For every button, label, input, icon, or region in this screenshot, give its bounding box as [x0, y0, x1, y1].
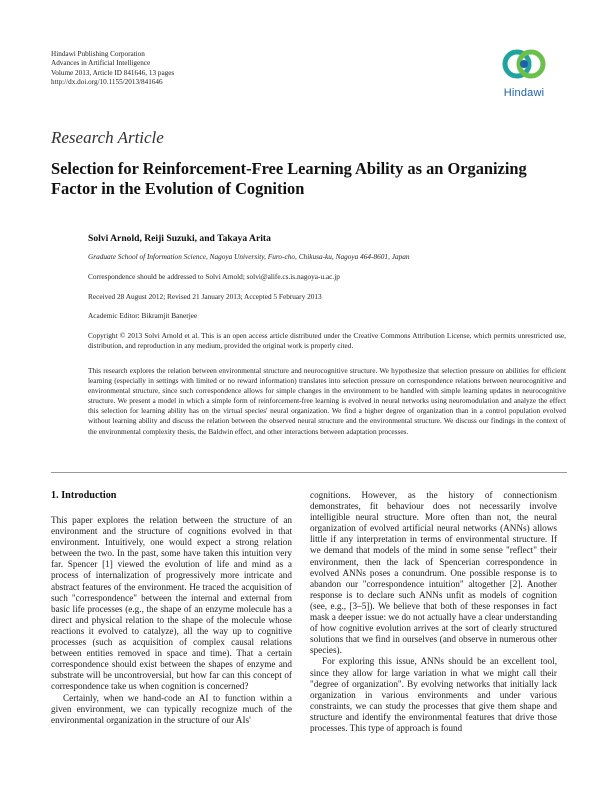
article-type: Research Article [51, 128, 164, 147]
affiliation: Graduate School of Information Science, Nagoya University, Furo-cho, Chikusa-ku, Nagoya 464-8601, Japan [88, 252, 410, 261]
abstract: This research explores the relation between environmental structure and neurocognitive structure. We hypothesize that selection pressure on abilities for efficient learning (especially in settings with limited or no reward information) translates into selection pressure on correspondence relations between neurocognitive and environmental structure, since such correspondence allows for simple changes in the environment to be handled with simple learning updates in neurocognitive structure. We present a model in which a simple form of reinforcement-free learning is evolved in neural networks using neuromodulation and analyze the effect this selection for learning ability has on the virtual species' neural organization. We find a higher degree of organization than in a control population evolved without learning ability and discuss the relation between the observed neural structure and the environmental structure. We discuss our findings in the context of the environmental complexity thesis, the Baldwin effect, and other interactions between adaptation processes. [88, 366, 566, 436]
article-title: Selection for Reinforcement-Free Learning Ability as an Organizing Factor in the Evolution of Cognition [51, 159, 527, 198]
hindawi-logo [494, 45, 554, 105]
copyright-notice: Copyright © 2013 Solvi Arnold et al. This is an open access article distributed under the Creative Commons Attribution License, which permits unrestricted use, distribution, and reproduction in any medium, provided the original work is properly cited. [88, 331, 566, 350]
academic-editor: Academic Editor: Bikramjit Banerjee [88, 311, 198, 320]
volume-line: Volume 2013, Article ID 841646, 13 pages [51, 68, 175, 77]
journal-name: Advances in Artificial Intelligence [51, 59, 151, 68]
paragraph: This paper explores the relation between the structure of an environment and the structure of cognitions evolved in that environment. Intuitively, one would expect a strong relation between the two. In the past, some have taken this intuition very far. Spencer [1] viewed the evolution of life and mind as a process of internalization of progressively more intricate and abstract features of the environment. He traced the acquisition of such "correspondence" between the internal and external from basic life processes (e.g., the shape of an enzyme molecule has a direct and physical relation to the shape of the molecule whose reactions it evolved to catalyze), all the way up to cognitive processes (such as acquisition of complex causal relations between entities removed in space and time). That a certain correspondence should exist between the shapes of enzyme and substrate will be uncontroversial, but how far can this concept of correspondence take us when cognition is concerned? [51, 515, 292, 692]
paragraph: Certainly, when we hand-code an AI to function within a given environment, we can typically recognize much of the environmental organization in the structure of our AIs' [51, 692, 292, 725]
doi-link[interactable]: http://dx.doi.org/10.1155/2013/841646 [51, 78, 163, 87]
hindawi-rings-icon [494, 45, 554, 87]
left-column [51, 515, 292, 726]
publication-dates: Received 28 August 2012; Revised 21 January 2013; Accepted 5 February 2013 [88, 292, 322, 301]
paragraph: For exploring this issue, ANNs should be an excellent tool, since they allow for large variation in what we might call their "degree of organization". By evolving networks that initially lack organization in various environments and under various constraints, we can study the processes that give them shape and structure and identify the environmental features that drive those processes. This type of approach is found [310, 656, 557, 733]
author-list: Solvi Arnold, Reiji Suzuki, and Takaya Arita [88, 233, 271, 244]
correspondence: Correspondence should be addressed to Solvi Arnold; solvi@alife.cs.is.nagoya-u.ac.jp [88, 272, 340, 281]
publisher-line: Hindawi Publishing Corporation [51, 50, 145, 58]
right-column [310, 490, 557, 734]
paragraph: cognitions. However, as the history of connectionism demonstrates, fit behaviour does not necessarily involve intelligible neural structure. More often than not, the neural organization of evolved artificial neural networks (ANNs) allows little if any interpretation in terms of environmental structure. If we demand that models of the mind in some sense "reflect" their environment, then the lack of Spencerian correspondence in evolved ANNs poses a conundrum. One possible response is to abandon our "correspondence intuition" altogether [2]. Another response is to declare such ANNs unfit as models of cognition (see, e.g., [3–5]). We believe that both of these responses in fact mask a deeper issue: we do not actually have a clear understanding of how cognitive evolution arrives at the sort of clearly structured solutions that we find in ourselves (and observe in numerous other species). [310, 490, 557, 656]
logo-wordmark: Hindawi [503, 87, 545, 99]
journal-header [51, 50, 174, 88]
section-heading: 1. Introduction [51, 490, 117, 501]
section-divider [51, 472, 567, 473]
